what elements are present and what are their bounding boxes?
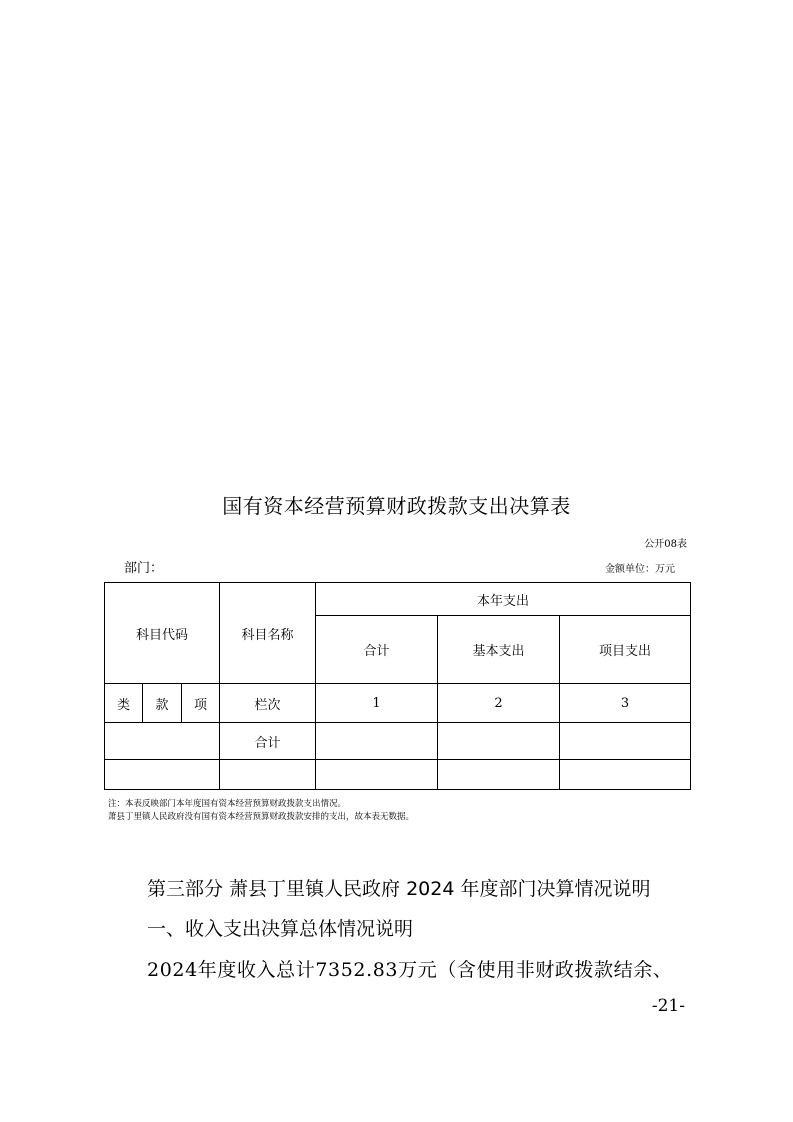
section-subheading: 一、收入支出决算总体情况说明: [147, 918, 414, 940]
header-basic-expense: 基本支出: [438, 616, 560, 684]
header-class: 类: [105, 684, 143, 723]
header-project-expense: 项目支出: [560, 616, 691, 684]
table-note-2: 萧县丁里镇人民政府没有国有资本经营预算财政拨款安排的支出，故本表无数据。: [108, 812, 415, 822]
header-item: 项: [182, 684, 220, 723]
column-index-2: 2: [438, 684, 560, 723]
sum-row-basic-cell: [438, 723, 560, 760]
empty-row-total-cell: [316, 760, 438, 790]
empty-row-name-cell: [220, 760, 316, 790]
header-total: 合计: [316, 616, 438, 684]
header-section: 款: [143, 684, 182, 723]
table-title: 国有资本经营预算财政拨款支出决算表: [222, 494, 571, 518]
page-number: -21-: [651, 996, 685, 1016]
header-subject-code: 科目代码: [105, 583, 220, 684]
empty-row-project-cell: [560, 760, 691, 790]
budget-table: [104, 582, 691, 790]
empty-row-basic-cell: [438, 760, 560, 790]
header-current-year-expense: 本年支出: [316, 583, 691, 616]
table-code: 公开08表: [644, 539, 687, 550]
body-paragraph: 2024年度收入总计7352.83万元（含使用非财政拨款结余、: [147, 959, 673, 981]
sum-row-label: 合计: [220, 723, 316, 760]
department-label: 部门：: [124, 561, 164, 576]
sum-row-code-cell: [105, 723, 220, 760]
empty-row-code-cell: [105, 760, 220, 790]
sum-row-project-cell: [560, 723, 691, 760]
table-note-1: 注：本表反映部门本年度国有资本经营预算财政拨款支出情况。: [108, 799, 347, 809]
column-index-3: 3: [560, 684, 691, 723]
sum-row-total-cell: [316, 723, 438, 760]
column-index-1: 1: [316, 684, 438, 723]
section-heading: 第三部分 萧县丁里镇人民政府 2024 年度部门决算情况说明: [147, 878, 651, 900]
header-subject-name: 科目名称: [220, 583, 316, 684]
column-index-label: 栏次: [220, 684, 316, 723]
unit-label: 金额单位：万元: [605, 564, 675, 575]
